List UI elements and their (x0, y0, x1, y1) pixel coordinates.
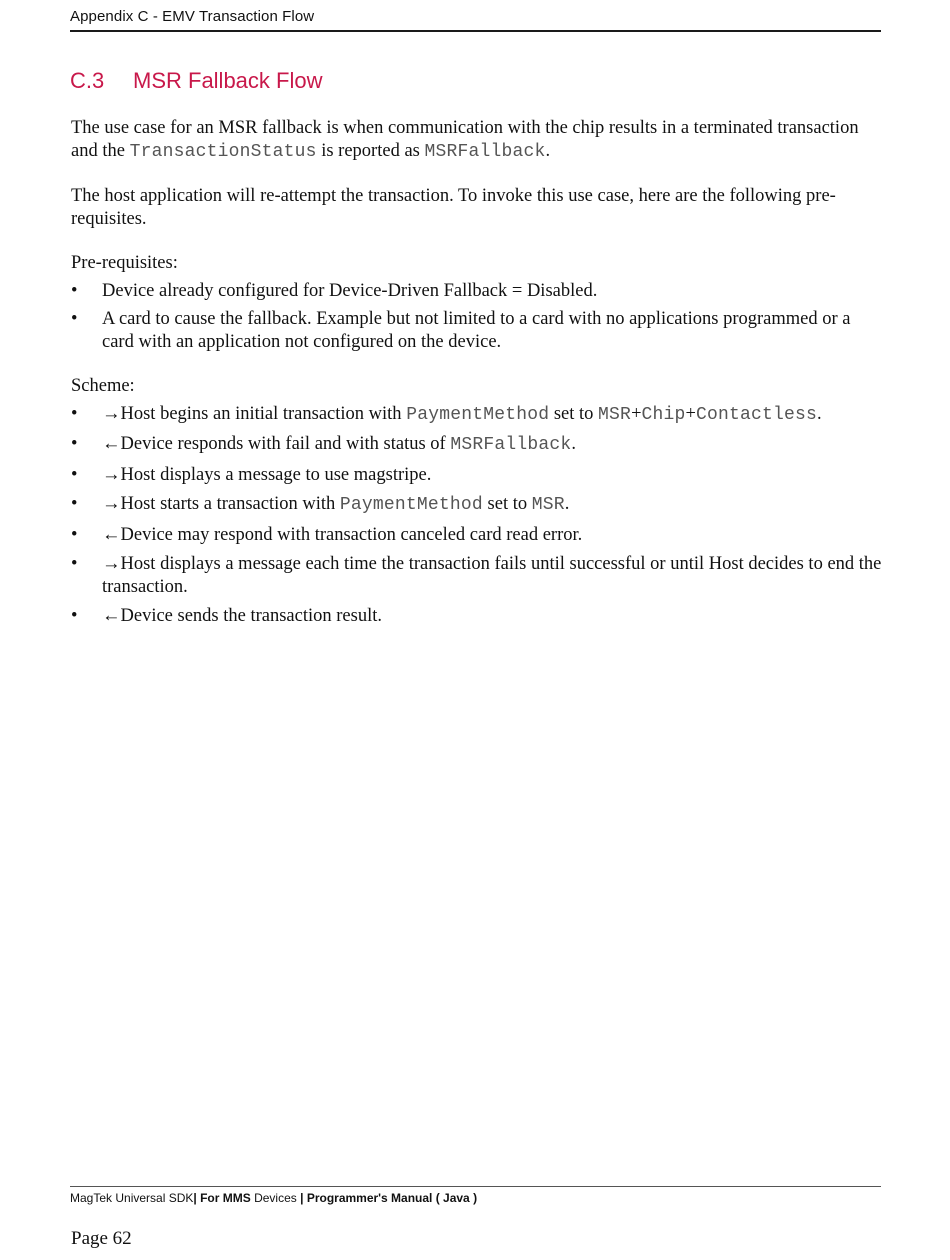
intro-paragraph (71, 117, 886, 163)
right-arrow-icon: → (102, 403, 121, 424)
page-header (70, 6, 881, 32)
list-item-text: . (571, 434, 577, 454)
list-item-text: . (564, 494, 570, 514)
footer-devices: Devices (250, 1191, 301, 1205)
list-item-text: Host begins an initial transaction with (120, 403, 407, 424)
left-arrow-icon: ← (102, 524, 121, 545)
list-item-text: + (685, 403, 696, 424)
footer-manual: Programmer's Manual ( Java ) (306, 1191, 478, 1205)
list-item-text: Device sends the transaction result. (120, 606, 382, 626)
bullet-icon: • (71, 494, 78, 514)
code-msr-fallback: MSRFallback (450, 435, 572, 455)
right-arrow-icon: → (102, 494, 121, 514)
body-content (71, 117, 886, 635)
list-item-text: Host starts a transaction with (120, 494, 340, 514)
bullet-icon: • (71, 434, 78, 454)
left-arrow-icon: ← (102, 434, 121, 454)
header-text: Appendix C - EMV Transaction Flow (70, 8, 315, 25)
prerequisites-label: Pre-requisites: (71, 253, 178, 273)
intro-text-1: The use case for an MSR fallback is when communication with the chip results in a terminated transaction and the (71, 118, 859, 161)
code-msr-fallback: MSRFallback (424, 141, 546, 162)
intro-text-3: . (545, 140, 551, 161)
list-item-text: set to (549, 403, 599, 424)
section-heading (70, 66, 322, 96)
list-item (71, 464, 886, 487)
footer-product: MagTek Universal SDK (70, 1191, 194, 1205)
footer-separator: | (193, 1191, 201, 1205)
prerequisites-list (71, 280, 886, 354)
left-arrow-icon: ← (102, 606, 121, 626)
code-msr: MSR (531, 495, 565, 515)
page-number: Page 62 (71, 1228, 132, 1249)
bullet-icon: • (71, 464, 78, 485)
bullet-icon: • (71, 524, 78, 545)
list-item-text: Device may respond with transaction canceled card read error. (120, 524, 583, 545)
list-item-text: set to (482, 494, 532, 514)
section-title: MSR Fallback Flow (133, 68, 323, 93)
list-item-text: A card to cause the fallback. Example but not limited to a card with no applications programmed or a card with an application not configured on the device. (102, 309, 851, 352)
code-payment-method: PaymentMethod (406, 404, 550, 425)
code-payment-method: PaymentMethod (339, 495, 483, 515)
right-arrow-icon: → (102, 464, 121, 485)
list-item (71, 308, 886, 353)
list-item-text: Device responds with fail and with status of (120, 434, 451, 454)
reattempt-paragraph: The host application will re-attempt the transaction. To invoke this use case, here are the following pre-requisites. (71, 186, 836, 229)
scheme-label: Scheme: (71, 376, 135, 396)
list-item (71, 553, 886, 598)
list-item (71, 280, 886, 303)
code-chip: Chip (641, 404, 686, 425)
scheme-list (71, 403, 886, 628)
right-arrow-icon: → (102, 554, 121, 574)
list-item (71, 605, 886, 628)
bullet-icon: • (71, 309, 78, 329)
list-item-text: Device already configured for Device-Driven Fallback = Disabled. (102, 280, 598, 301)
list-item (71, 433, 886, 457)
section-number: C.3 (70, 68, 105, 93)
intro-text-2: is reported as (316, 140, 425, 161)
footer-for-mms: For MMS (200, 1191, 251, 1205)
list-item (71, 524, 886, 547)
bullet-icon: • (71, 403, 78, 424)
list-item (71, 493, 886, 517)
list-item (71, 403, 886, 427)
bullet-icon: • (71, 554, 78, 574)
code-msr: MSR (598, 404, 632, 425)
list-item-text: Host displays a message each time the transaction fails until successful or until Host decides to end the transaction. (102, 554, 882, 597)
bullet-icon: • (71, 606, 78, 626)
bullet-icon: • (71, 280, 78, 301)
list-item-text: . (816, 403, 822, 424)
list-item-text: + (631, 403, 642, 424)
list-item-text: Host displays a message to use magstripe. (120, 464, 432, 485)
code-transaction-status: TransactionStatus (129, 141, 317, 162)
code-contactless: Contactless (695, 404, 817, 425)
footer-separator: | (300, 1191, 307, 1205)
page-footer (70, 1186, 881, 1206)
